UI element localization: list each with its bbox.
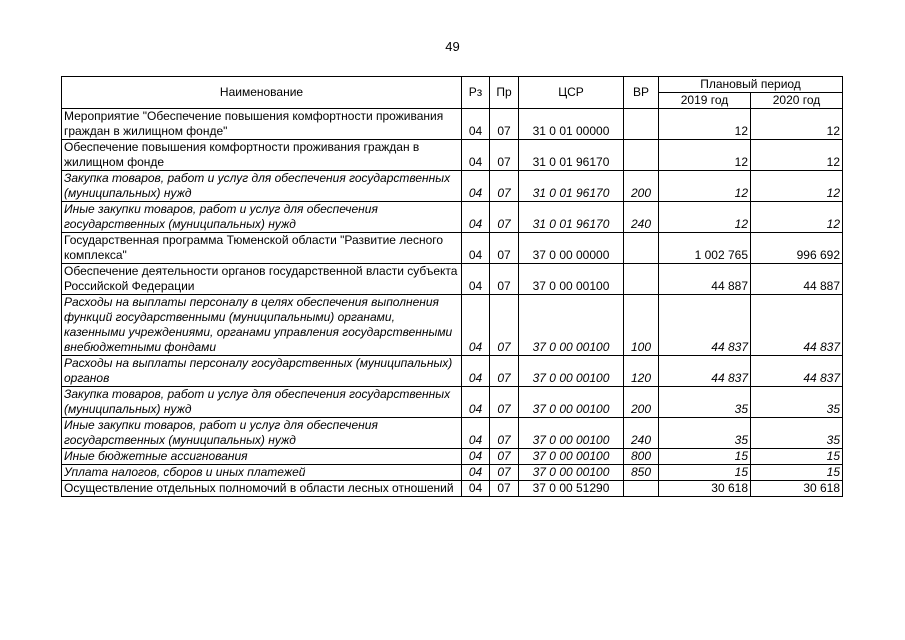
- row-rz-cell: 04: [462, 264, 490, 295]
- row-2019-amount-cell: 35: [659, 387, 751, 418]
- table-row: [62, 202, 843, 233]
- row-pr-cell: 07: [490, 264, 519, 295]
- row-pr-cell: 07: [490, 387, 519, 418]
- row-vr-cell: [624, 109, 659, 140]
- row-name-cell: Расходы на выплаты персоналу в целях обеспечения выполнения функций государственными (муниципальными) органами, казенными учреждениями, органами управления государственными внебюджетными фондами: [62, 295, 462, 356]
- row-vr-cell: 120: [624, 356, 659, 387]
- table-row: [62, 264, 843, 295]
- header-rz: Рз: [462, 77, 490, 109]
- table-row: [62, 295, 843, 356]
- row-rz-cell: 04: [462, 481, 490, 497]
- row-csr-cell: 37 0 00 00100: [519, 449, 624, 465]
- row-vr-cell: 200: [624, 387, 659, 418]
- row-name-cell: Закупка товаров, работ и услуг для обеспечения государственных (муниципальных) нужд: [62, 387, 462, 418]
- row-2019-amount-cell: 44 887: [659, 264, 751, 295]
- row-2020-amount-cell: 44 837: [751, 295, 843, 356]
- row-2019-amount-cell: 12: [659, 109, 751, 140]
- table-row: [62, 449, 843, 465]
- row-csr-cell: 37 0 00 51290: [519, 481, 624, 497]
- row-2020-amount-cell: 15: [751, 449, 843, 465]
- row-2020-amount-cell: 12: [751, 171, 843, 202]
- row-vr-cell: 200: [624, 171, 659, 202]
- row-pr-cell: 07: [490, 449, 519, 465]
- row-rz-cell: 04: [462, 171, 490, 202]
- row-rz-cell: 04: [462, 418, 490, 449]
- table-row: [62, 356, 843, 387]
- row-vr-cell: [624, 233, 659, 264]
- header-csr: ЦСР: [519, 77, 624, 109]
- row-2020-amount-cell: 996 692: [751, 233, 843, 264]
- row-2019-amount-cell: 30 618: [659, 481, 751, 497]
- row-csr-cell: 31 0 01 96170: [519, 171, 624, 202]
- row-pr-cell: 07: [490, 171, 519, 202]
- row-2019-amount-cell: 15: [659, 465, 751, 481]
- row-2020-amount-cell: 35: [751, 418, 843, 449]
- row-2019-amount-cell: 35: [659, 418, 751, 449]
- row-2020-amount-cell: 30 618: [751, 481, 843, 497]
- row-name-cell: Уплата налогов, сборов и иных платежей: [62, 465, 462, 481]
- row-2019-amount-cell: 15: [659, 449, 751, 465]
- row-name-cell: Иные закупки товаров, работ и услуг для обеспечения государственных (муниципальных) нужд: [62, 418, 462, 449]
- row-rz-cell: 04: [462, 109, 490, 140]
- row-2019-amount-cell: 44 837: [659, 295, 751, 356]
- row-name-cell: Закупка товаров, работ и услуг для обеспечения государственных (муниципальных) нужд: [62, 171, 462, 202]
- row-rz-cell: 04: [462, 465, 490, 481]
- row-rz-cell: 04: [462, 140, 490, 171]
- row-vr-cell: 850: [624, 465, 659, 481]
- row-csr-cell: 37 0 00 00100: [519, 264, 624, 295]
- table-row: [62, 140, 843, 171]
- row-csr-cell: 37 0 00 00100: [519, 418, 624, 449]
- row-2019-amount-cell: 1 002 765: [659, 233, 751, 264]
- row-csr-cell: 37 0 00 00000: [519, 233, 624, 264]
- table-header: [62, 77, 843, 109]
- header-plan-period: Плановый период: [659, 77, 843, 93]
- row-name-cell: Иные закупки товаров, работ и услуг для обеспечения государственных (муниципальных) нужд: [62, 202, 462, 233]
- row-rz-cell: 04: [462, 449, 490, 465]
- header-year-2020: 2020 год: [751, 93, 843, 109]
- row-2019-amount-cell: 44 837: [659, 356, 751, 387]
- row-csr-cell: 37 0 00 00100: [519, 295, 624, 356]
- row-vr-cell: 240: [624, 202, 659, 233]
- row-2019-amount-cell: 12: [659, 202, 751, 233]
- row-2020-amount-cell: 44 837: [751, 356, 843, 387]
- row-2020-amount-cell: 44 887: [751, 264, 843, 295]
- budget-table: [61, 76, 843, 497]
- row-csr-cell: 37 0 00 00100: [519, 465, 624, 481]
- table-row: [62, 481, 843, 497]
- page-number: 49: [445, 39, 460, 54]
- row-2020-amount-cell: 15: [751, 465, 843, 481]
- row-name-cell: Государственная программа Тюменской области "Развитие лесного комплекса": [62, 233, 462, 264]
- row-pr-cell: 07: [490, 109, 519, 140]
- table-row: [62, 387, 843, 418]
- row-2020-amount-cell: 12: [751, 109, 843, 140]
- row-2020-amount-cell: 12: [751, 202, 843, 233]
- row-pr-cell: 07: [490, 418, 519, 449]
- row-2020-amount-cell: 35: [751, 387, 843, 418]
- row-2019-amount-cell: 12: [659, 140, 751, 171]
- row-csr-cell: 37 0 00 00100: [519, 387, 624, 418]
- row-vr-cell: [624, 140, 659, 171]
- row-rz-cell: 04: [462, 233, 490, 264]
- row-vr-cell: 800: [624, 449, 659, 465]
- row-name-cell: Осуществление отдельных полномочий в области лесных отношений: [62, 481, 462, 497]
- table-row: [62, 171, 843, 202]
- row-csr-cell: 31 0 01 00000: [519, 109, 624, 140]
- row-2019-amount-cell: 12: [659, 171, 751, 202]
- row-pr-cell: 07: [490, 202, 519, 233]
- row-vr-cell: [624, 264, 659, 295]
- row-rz-cell: 04: [462, 387, 490, 418]
- row-name-cell: Обеспечение деятельности органов государственной власти субъекта Российской Федерации: [62, 264, 462, 295]
- header-year-2019: 2019 год: [659, 93, 751, 109]
- table-row: [62, 109, 843, 140]
- row-pr-cell: 07: [490, 356, 519, 387]
- row-csr-cell: 31 0 01 96170: [519, 140, 624, 171]
- row-name-cell: Обеспечение повышения комфортности проживания граждан в жилищном фонде: [62, 140, 462, 171]
- table-body: [62, 109, 843, 497]
- row-rz-cell: 04: [462, 356, 490, 387]
- row-pr-cell: 07: [490, 295, 519, 356]
- row-name-cell: Иные бюджетные ассигнования: [62, 449, 462, 465]
- header-pr: Пр: [490, 77, 519, 109]
- row-csr-cell: 37 0 00 00100: [519, 356, 624, 387]
- table-row: [62, 418, 843, 449]
- header-vr: ВР: [624, 77, 659, 109]
- row-pr-cell: 07: [490, 140, 519, 171]
- table-row: [62, 233, 843, 264]
- row-vr-cell: 100: [624, 295, 659, 356]
- row-name-cell: Мероприятие "Обеспечение повышения комфортности проживания граждан в жилищном фонде": [62, 109, 462, 140]
- row-csr-cell: 31 0 01 96170: [519, 202, 624, 233]
- table-row: [62, 465, 843, 481]
- row-2020-amount-cell: 12: [751, 140, 843, 171]
- row-rz-cell: 04: [462, 295, 490, 356]
- row-pr-cell: 07: [490, 481, 519, 497]
- row-name-cell: Расходы на выплаты персоналу государственных (муниципальных) органов: [62, 356, 462, 387]
- row-pr-cell: 07: [490, 465, 519, 481]
- row-rz-cell: 04: [462, 202, 490, 233]
- row-vr-cell: 240: [624, 418, 659, 449]
- row-pr-cell: 07: [490, 233, 519, 264]
- row-vr-cell: [624, 481, 659, 497]
- header-name: Наименование: [62, 77, 462, 109]
